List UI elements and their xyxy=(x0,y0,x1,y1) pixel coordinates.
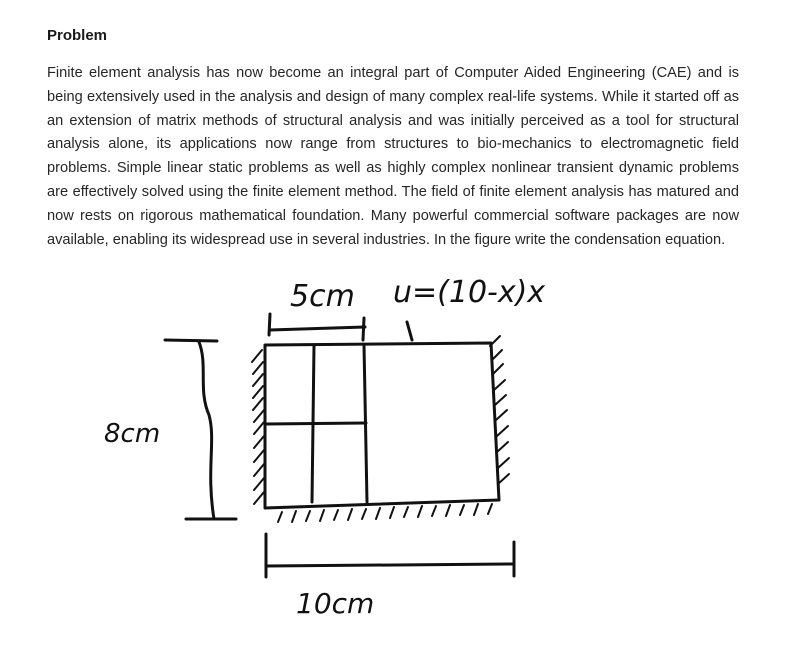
displacement-pointer xyxy=(407,322,412,340)
problem-heading: Problem xyxy=(47,27,108,44)
dim-8cm-tick-top xyxy=(165,340,217,341)
dim-8cm-line xyxy=(199,342,214,519)
label-displacement: u=(10-x)x xyxy=(393,275,546,310)
plate-outline xyxy=(265,343,499,508)
hand-drawn-figure xyxy=(0,262,800,652)
label-width-bottom: 10cm xyxy=(296,587,375,620)
label-height: 8cm xyxy=(104,419,161,449)
mesh-line-horizontal xyxy=(266,423,366,424)
dim-10cm-line xyxy=(266,564,512,566)
label-width-top: 5cm xyxy=(290,279,355,314)
problem-paragraph: Finite element analysis has now become an integral part of Computer Aided Engineering (CAE) and is being extensively used in the analysis and design of many complex real-life systems. While it started off as an extension of matrix methods of structural analysis and was initially perceived as a tool for structural analysis alone, its applications now range from structures to bio-mechanics to electromagnetic field problems. Simple linear static problems as well as highly complex nonlinear transient dynamic problems are effectively solved using the finite element method. The field of finite element analysis has matured and now rests on rigorous mathematical foundation. Many powerful commercial software packages are now available, enabling its widespread use in several industries. In the figure write the condensation equation. xyxy=(47,65,739,248)
dim-5cm-line xyxy=(270,327,365,330)
dim-5cm-tick-left xyxy=(269,314,270,335)
dim-5cm-tick-right xyxy=(363,318,364,340)
fixed-support-hatching xyxy=(252,336,509,522)
